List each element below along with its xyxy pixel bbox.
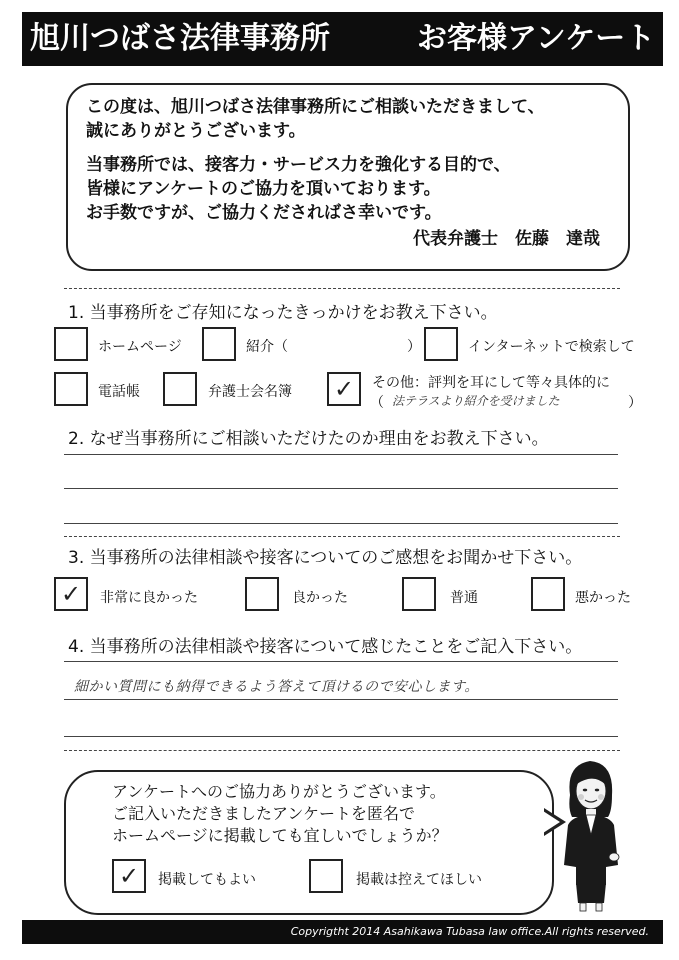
checkbox-bar-directory[interactable] [163,372,197,406]
section-divider [64,750,620,751]
label-allow-publish: 掲載してもよい [158,872,256,888]
intro-line-4: 皆様にアンケートのご協力を頂いております。 [86,179,441,199]
check-mark: ✓ [333,375,355,403]
lawyer-illustration [558,755,622,915]
q4-answer-handwritten[interactable]: 細かい質問にも納得できるよう答えて頂けるので安心します。 [74,679,479,695]
checkbox-internet-search[interactable] [424,327,458,361]
checkbox-average[interactable] [402,577,436,611]
label-good: 良かった [292,590,348,606]
question-1: 1. 当事務所をご存知になったきっかけをお教え下さい。 [68,303,498,323]
label-internet-search: インターネットで検索して [468,339,635,355]
intro-box [66,83,630,271]
label-other: その他：評判を耳にして等々具体的に [372,375,610,391]
intro-line-2: 誠にありがとうございます。 [86,121,306,141]
answer-line[interactable] [64,523,618,524]
question-4: 4. 当事務所の法律相談や接客について感じたことをご記入下さい。 [68,637,583,657]
label-homepage: ホームページ [98,339,182,355]
checkbox-good[interactable] [245,577,279,611]
answer-line[interactable] [64,454,618,455]
label-referral-close: ） [407,339,421,355]
section-divider [64,288,620,289]
intro-line-5: お手数ですが、ご協力くださればさ幸いです。 [86,203,442,223]
footer-bar [22,920,663,944]
checkbox-referral[interactable] [202,327,236,361]
label-decline-publish: 掲載は控えてほしい [356,872,482,888]
intro-line-1: この度は、旭川つばさ法律事務所にご相談いただきまして、 [86,97,545,117]
checkbox-decline-publish[interactable] [309,859,343,893]
label-bad: 悪かった [575,590,631,606]
answer-line[interactable] [64,488,618,489]
check-mark: ✓ [60,580,82,608]
checkbox-other[interactable] [327,372,361,406]
office-name: 旭川つばさ法律事務所 [30,21,330,56]
label-average: 普通 [450,590,478,606]
signature: 代表弁護士 佐藤 達哉 [413,229,600,249]
intro-line-3: 当事務所では、接客力・サービス力を強化する目的で、 [86,155,511,175]
header-banner [22,12,663,66]
survey-title: お客様アンケート [417,21,656,56]
question-3: 3. 当事務所の法律相談や接客についてのご感想をお聞かせ下さい。 [68,548,583,568]
check-mark: ✓ [118,862,140,890]
other-answer-handwritten[interactable]: 法テラスより紹介を受けました [392,394,560,408]
answer-line[interactable] [64,661,618,662]
bubble-line-1: アンケートへのご協力ありがとうございます。 [112,782,446,801]
other-paren-open: （ [370,395,384,411]
label-bar-directory: 弁護士会名簿 [208,384,292,400]
section-divider [64,536,620,537]
answer-line[interactable] [64,699,618,700]
checkbox-very-good[interactable] [54,577,88,611]
bubble-line-2: ご記入いただきましたアンケートを匿名で [112,804,416,823]
label-very-good: 非常に良かった [100,590,198,606]
label-phonebook: 電話帳 [98,384,140,400]
checkbox-homepage[interactable] [54,327,88,361]
copyright-text: Copyrigtht 2014 Asahikawa Tubasa law office.All rights reserved. [290,925,649,938]
bubble-line-3: ホームページに掲載しても宜しいでしょうか？ [112,826,448,845]
checkbox-bad[interactable] [531,577,565,611]
checkbox-phonebook[interactable] [54,372,88,406]
question-2: 2. なぜ当事務所にご相談いただけたのか理由をお教え下さい。 [68,429,549,449]
other-paren-close: ） [628,395,642,411]
answer-line[interactable] [64,736,618,737]
checkbox-allow-publish[interactable] [112,859,146,893]
label-referral: 紹介（ [246,339,288,355]
